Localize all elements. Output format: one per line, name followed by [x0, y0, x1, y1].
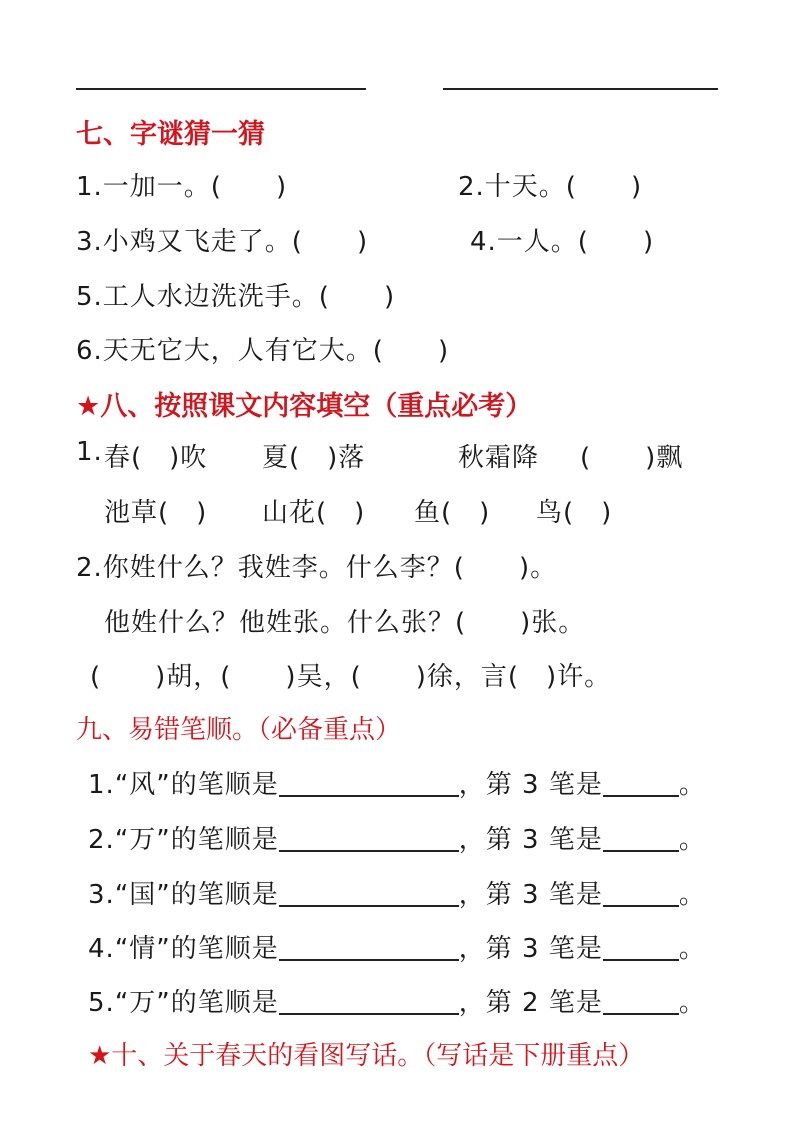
stroke-item-end: 。	[678, 825, 706, 855]
riddle-item-2: 2.十天。( )	[458, 172, 643, 202]
stroke-item-char: “万”	[114, 825, 171, 855]
stroke-item-char: “情”	[114, 934, 171, 964]
fill-q1-blank-2: 夏( )落	[262, 443, 366, 473]
stroke-item-5	[88, 982, 706, 1019]
stroke-order-blank[interactable]	[279, 879, 459, 907]
stroke-item-number: 3.	[88, 880, 115, 910]
stroke-item-number: 1.	[88, 770, 115, 800]
fill-q1-blank-6: 山花( )	[262, 498, 366, 528]
stroke-nth-blank[interactable]	[603, 987, 679, 1015]
stroke-item-char: “风”	[114, 770, 171, 800]
stroke-item-mid: ，第 3 笔是	[458, 770, 603, 800]
stroke-item-number: 4.	[88, 934, 115, 964]
fill-q1-number: 1.	[76, 437, 103, 467]
stroke-item-end: 。	[678, 988, 706, 1018]
stroke-item-mid: ，第 3 笔是	[458, 934, 603, 964]
riddle-item-3: 3.小鸡又飞走了。( )	[76, 227, 369, 257]
stroke-item-end: 。	[678, 934, 706, 964]
stroke-item-prefix: 的笔顺是	[170, 825, 279, 855]
stroke-item-number: 2.	[88, 825, 115, 855]
stroke-order-blank[interactable]	[279, 824, 459, 852]
stroke-nth-blank[interactable]	[603, 769, 679, 797]
stroke-item-prefix: 的笔顺是	[170, 988, 279, 1018]
fill-q1-blank-5: 池草( )	[104, 498, 208, 528]
stroke-item-2	[88, 819, 706, 856]
stroke-item-mid: ，第 2 笔是	[458, 988, 603, 1018]
section-8-title: ★八、按照课文内容填空（重点必考）	[76, 391, 533, 422]
stroke-nth-blank[interactable]	[603, 879, 679, 907]
riddle-item-1: 1.一加一。( )	[76, 172, 288, 202]
riddle-item-4: 4.一人。( )	[470, 227, 655, 257]
stroke-item-1	[88, 764, 706, 801]
fill-q1-blank-4: ( )飘	[580, 443, 684, 473]
stroke-item-mid: ，第 3 笔是	[458, 825, 603, 855]
stroke-item-prefix: 的笔顺是	[170, 880, 279, 910]
stroke-item-end: 。	[678, 880, 706, 910]
stroke-item-end: 。	[678, 770, 706, 800]
stroke-item-3	[88, 874, 706, 911]
section-10-title: ★十、关于春天的看图写话。（写话是下册重点）	[88, 1041, 645, 1071]
fill-q2-line-2: 他姓什么？他姓张。什么张？( )张。	[104, 608, 586, 638]
answer-line-top-right[interactable]	[443, 88, 718, 90]
stroke-item-char: “国”	[114, 880, 171, 910]
section-7-title: 七、字谜猜一猜	[76, 119, 265, 150]
stroke-item-number: 5.	[88, 988, 115, 1018]
section-9-title: 九、易错笔顺。（必备重点）	[76, 715, 402, 745]
stroke-item-4	[88, 928, 706, 965]
stroke-nth-blank[interactable]	[603, 933, 679, 961]
riddle-item-5: 5.工人水边洗洗手。( )	[76, 282, 396, 312]
fill-q2-line-3: ( )胡，( )吴，( )徐，言( )许。	[90, 662, 612, 692]
stroke-item-char: “万”	[114, 988, 171, 1018]
fill-q1-blank-8: 鸟( )	[536, 498, 613, 528]
answer-line-top-left[interactable]	[76, 88, 366, 90]
stroke-order-blank[interactable]	[279, 769, 459, 797]
fill-q1-blank-7: 鱼( )	[414, 498, 491, 528]
stroke-item-prefix: 的笔顺是	[170, 934, 279, 964]
fill-q2-line-1: 2.你姓什么？我姓李。什么李？( )。	[76, 553, 558, 583]
fill-q1-blank-3: 秋霜降	[458, 443, 540, 473]
stroke-item-prefix: 的笔顺是	[170, 770, 279, 800]
stroke-nth-blank[interactable]	[603, 824, 679, 852]
fill-q1-blank-1: 春( )吹	[104, 443, 208, 473]
stroke-item-mid: ，第 3 笔是	[458, 880, 603, 910]
stroke-order-blank[interactable]	[279, 987, 459, 1015]
riddle-item-6: 6.天无它大，人有它大。( )	[76, 336, 450, 366]
stroke-order-blank[interactable]	[279, 933, 459, 961]
